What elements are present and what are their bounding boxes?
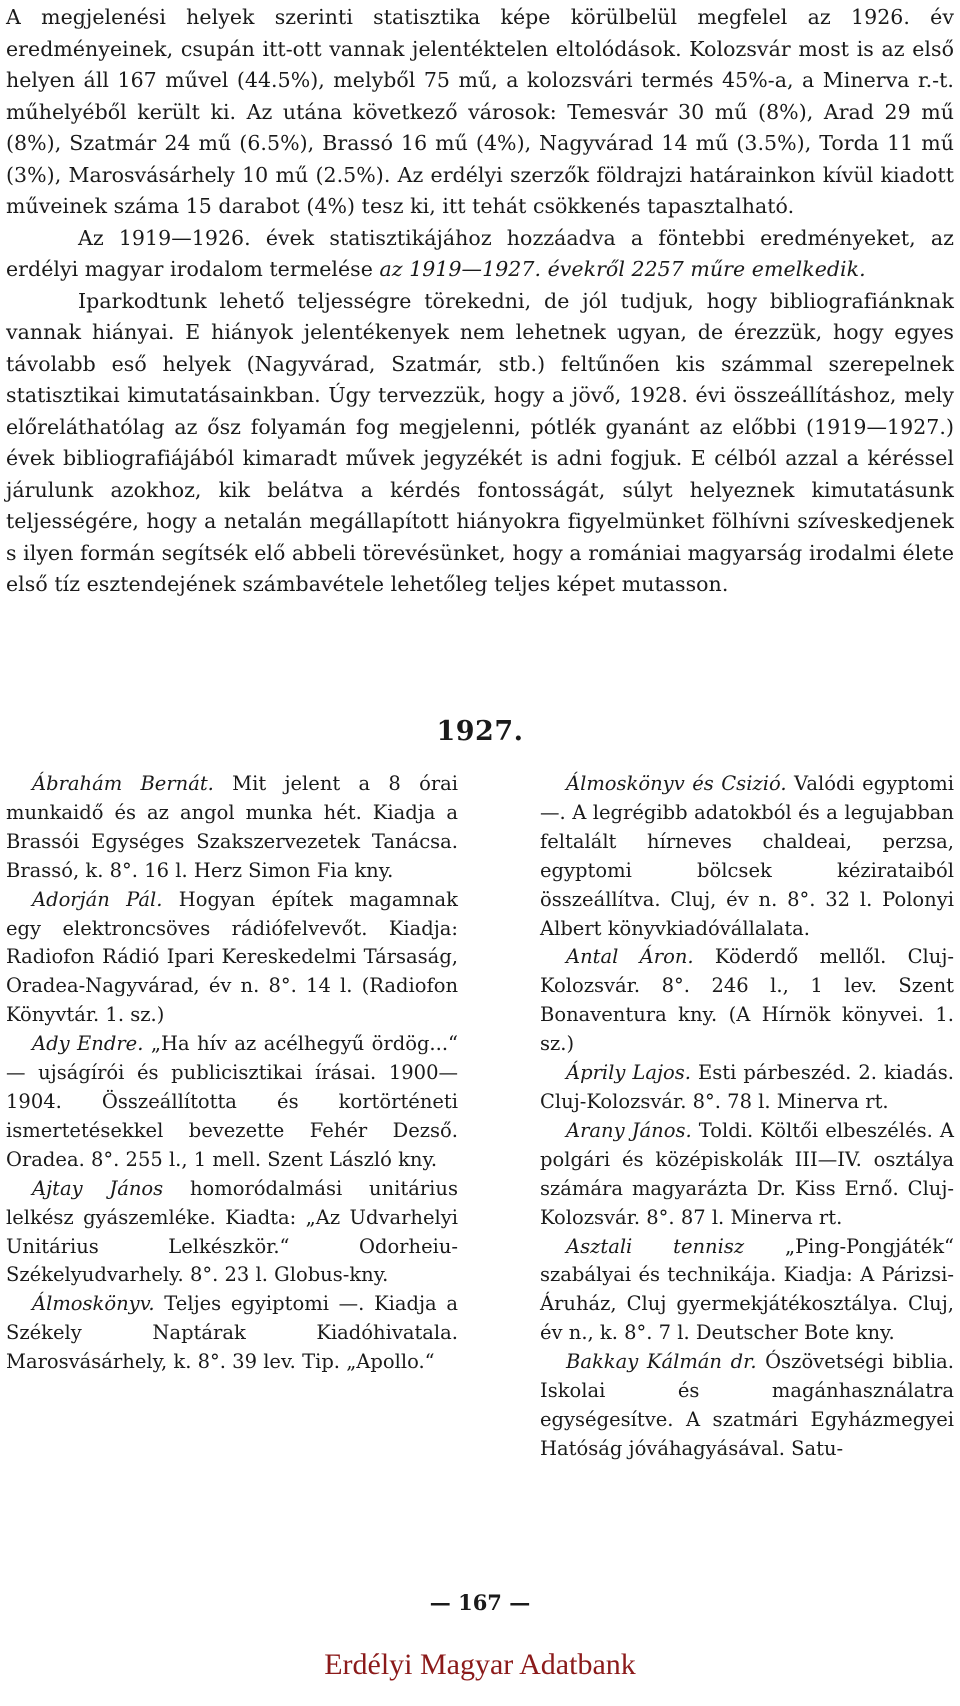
entry-author: Antal Áron.	[566, 945, 694, 969]
intro-paragraph-1: A megjelenési helyek szerinti statisztika képe körülbelül megfelel az 1926. év eredményeinek, csupán itt-ott vannak jelentéktelen eltolódások. Kolozsvár most is az első helyen áll 167 művel (44.5%), melyből 75 mű, a kolozsvári termés 45%-a, a Minerva r.-t. műhelyéből került ki. Az utána következő városok: Temesvár 30 mű (8%), Arad 29 mű (8%), Szatmár 24 mű (6.5%), Brassó 16 mű (4%), Nagyvárad 14 mű (3.5%), Torda 11 mű (3%), Marosvásárhely 10 mű (2.5%). Az erdélyi szerzők földrajzi határainkon kívül kiadott műveinek száma 15 darabot (4%) tesz ki, itt tehát csökkenés tapasztalható.	[6, 5, 954, 218]
entry-text: Hogyan építek magamnak egy elektroncsöves rádiófelvevőt. Kiadja: Radiofon Rádió Ipari Kereskedelmi Társaság, Oradea-Nagyvárad, év n. 8°. 14 l. (Radiofon Könyvtár. 1. sz.)	[6, 887, 458, 1027]
bibliography-entry	[540, 1059, 954, 1117]
entry-author: Álmoskönyv és Csizió.	[566, 772, 787, 795]
bibliography-entry	[540, 1233, 954, 1349]
entry-text: Valódi egyptomi —. A legrégibb adatokból és a legujabban feltalált hírneves chaldeai, perzsa, egyptomi bölcsek kézirataiból összeállítva. Cluj, év n. 8°. 32 l. Polonyi Albert könyvkiadóvállalata.	[540, 772, 954, 940]
bibliography-entry	[540, 1117, 954, 1233]
entry-author: Bakkay Kálmán dr.	[566, 1350, 757, 1374]
bibliography-entry	[540, 943, 954, 1059]
entry-text: Esti párbeszéd. 2. kiadás. Cluj-Kolozsvár. 8°. 78 l. Minerva rt.	[540, 1061, 954, 1113]
entry-author: Ady Endre.	[32, 1032, 144, 1056]
bibliography-entry	[540, 770, 954, 943]
page-number: — 167 —	[429, 1590, 531, 1615]
bibliography-entry	[6, 1290, 458, 1377]
entry-author: Asztali tennisz	[566, 1234, 745, 1258]
intro-paragraph-2-text: Az 1919—1926. évek statisztikájához hozzáadva a föntebbi eredményeket, az erdélyi magyar irodalom termelése	[6, 225, 954, 281]
bibliography-entry	[540, 1348, 954, 1464]
entry-text: Mit jelent a 8 órai munkaidő és az angol munka hét. Kiadja a Brassói Egységes Szakszervezetek Tanácsa. Brassó, k. 8°. 16 l. Herz Simon Fia kny.	[6, 772, 458, 882]
entry-text: Ószövetségi biblia. Iskolai és magánhasználatra egységesítve. A szatmári Egyházmegyei Hatóság jóváhagyásával. Satu-	[540, 1350, 954, 1460]
intro-text	[6, 2, 954, 601]
left-column	[6, 770, 458, 1377]
bibliography-entry	[6, 1175, 458, 1291]
entry-author: Adorján Pál.	[32, 887, 163, 911]
intro-paragraph-3: Iparkodtunk lehető teljességre törekedni, de jól tudjuk, hogy bibliografiánknak vannak hiányai. E hiányok jelentékenyek nem lehetnek ugyan, de érezzük, hogy egyes távolabb eső helyek (Nagyvárad, Szatmár, stb.) feltűnően kis számmal szerepelnek statisztikai kimutatásainkban. Úgy tervezzük, hogy a jövő, 1928. évi összeállításhoz, mely előreláthatólag az ősz folyamán fog megjelenni, pótlék gyanánt az előbbi (1919—1927.) évek bibliografiájából kimaradt művek jegyzékét is adni fogjuk. E célból azzal a kéréssel járulunk azokhoz, kik belátva a kérdés fontosságát, súlyt helyeznek kimutatásunk teljességére, hogy a netalán megállapított hiányokra figyelmünket fölhívni szíveskedjenek s ilyen formán segítsék elő abbeli törevésünket, hogy a romániai magyarság irodalmi élete első tíz esztendejének számbavétele lehetőleg teljes képet mutasson.	[6, 288, 954, 596]
entry-author: Áprily Lajos.	[566, 1061, 691, 1085]
entry-text: homoródalmási unitárius lelkész gyászemléke. Kiadta: „Az Udvarhelyi Unitárius Lelkészkör.“ Odorheiu-Székelyudvarhely. 8°. 23 l. Globus-kny.	[6, 1176, 458, 1287]
entry-author: Álmoskönyv.	[32, 1292, 155, 1316]
entry-author: Ábrahám Bernát.	[32, 772, 214, 795]
right-column	[540, 770, 954, 1464]
entry-author: Arany János.	[566, 1118, 692, 1142]
year-heading: 1927.	[436, 716, 524, 747]
entry-author: Ajtay János	[32, 1176, 164, 1200]
entry-text: „Ping-Pongjáték“ szabályai és technikája. Kiadja: A Párizsi-Áruház, Cluj gyermekjátékosztálya. Cluj, év n., k. 8°. 7 l. Deutscher Bote kny.	[540, 1234, 954, 1345]
intro-paragraph-2-emphasis: az 1919—1927. évekről 2257 műre emelkedik.	[379, 257, 866, 281]
bibliography-entry	[6, 770, 458, 886]
intro-paragraph-2	[6, 223, 954, 286]
entry-text: Teljes egyiptomi —. Kiadja a Székely Naptárak Kiadóhivatala. Marosvásárhely, k. 8°. 39 lev. Tip. „Apollo.“	[6, 1292, 458, 1374]
entry-text: Toldi. Költői elbeszélés. A polgári és középiskolák III—IV. osztálya számára magyarázta Dr. Kiss Ernő. Cluj-Kolozsvár. 8°. 87 l. Minerva rt.	[540, 1118, 954, 1229]
entry-text: Köderdő mellől. Cluj-Kolozsvár. 8°. 246 l., 1 lev. Szent Bonaventura kny. (A Hírnök könyvei. 1. sz.)	[540, 945, 954, 1056]
bibliography-entry	[6, 1030, 458, 1175]
bibliography-entry	[6, 886, 458, 1031]
source-watermark: Erdélyi Magyar Adatbank	[324, 1648, 636, 1681]
entry-text: „Ha hív az acélhegyű ördög...“ — ujságírói és publicisztikai írásai. 1900—1904. Összeállította és kortörténeti ismertetésekkel bevezette Fehér Dezső. Oradea. 8°. 255 l., 1 mell. Szent László kny.	[6, 1032, 458, 1171]
